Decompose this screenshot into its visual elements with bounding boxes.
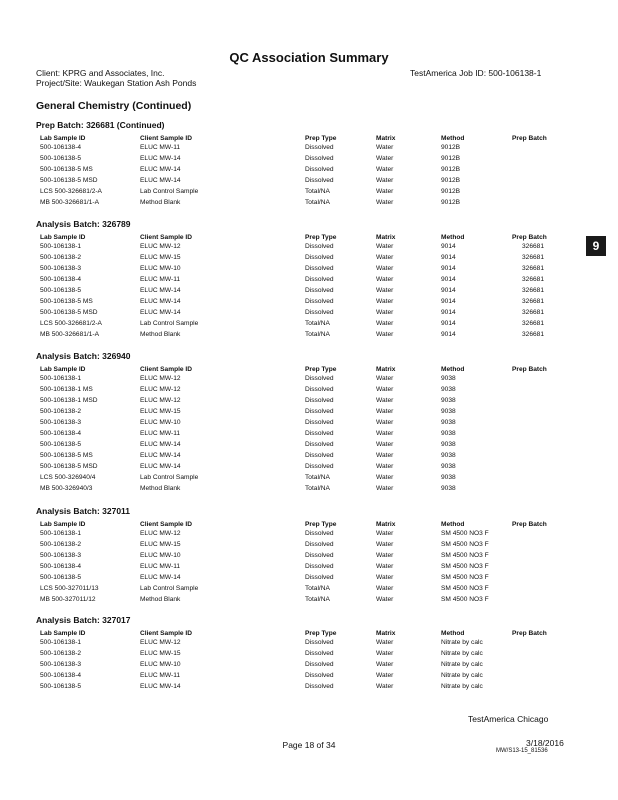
table-cell: MB 500-326681/1-A xyxy=(40,331,100,338)
table-cell: 9038 xyxy=(441,386,456,393)
table-cell: ELUC MW-12 xyxy=(140,397,181,404)
table-cell: Total/NA xyxy=(305,474,330,481)
table-cell: 326681 xyxy=(522,243,545,250)
table-cell: 326681 xyxy=(522,265,545,272)
table-cell: Water xyxy=(376,188,394,195)
column-header: Matrix xyxy=(376,630,396,637)
table-cell: 500-106138-5 xyxy=(40,287,82,294)
column-header: Method xyxy=(441,630,465,637)
table-row xyxy=(0,397,618,407)
table-cell: ELUC MW-11 xyxy=(140,144,181,151)
table-row xyxy=(0,650,618,660)
column-header: Lab Sample ID xyxy=(40,234,86,241)
table-cell: Dissolved xyxy=(305,397,334,404)
table-cell: 500-106138-1 xyxy=(40,375,82,382)
table-cell: ELUC MW-12 xyxy=(140,386,181,393)
table-cell: 500-106138-2 xyxy=(40,408,82,415)
table-cell: Dissolved xyxy=(305,144,334,151)
table-cell: ELUC MW-14 xyxy=(140,452,181,459)
table-cell: Water xyxy=(376,430,394,437)
footer-form-id: MW/S13-15_81536 xyxy=(496,748,548,754)
table-cell: SM 4500 NO3 F xyxy=(441,552,489,559)
table-cell: Water xyxy=(376,199,394,206)
table-row xyxy=(0,144,618,154)
table-cell: Water xyxy=(376,298,394,305)
table-cell: Lab Control Sample xyxy=(140,474,199,481)
table-cell: Water xyxy=(376,474,394,481)
table-cell: Dissolved xyxy=(305,541,334,548)
table-cell: 326681 xyxy=(522,331,545,338)
table-cell: Water xyxy=(376,144,394,151)
table-cell: 500-106138-5 MSD xyxy=(40,309,98,316)
table-cell: 326681 xyxy=(522,298,545,305)
table-cell: SM 4500 NO3 F xyxy=(441,574,489,581)
table-cell: Water xyxy=(376,397,394,404)
table-cell: ELUC MW-14 xyxy=(140,155,181,162)
table-cell: Water xyxy=(376,552,394,559)
table-cell: Water xyxy=(376,155,394,162)
table-cell: 9012B xyxy=(441,177,461,184)
section-tab-marker: 9 xyxy=(586,236,606,256)
table-row xyxy=(0,386,618,396)
table-cell: Dissolved xyxy=(305,177,334,184)
column-header: Lab Sample ID xyxy=(40,135,86,142)
table-cell: 9012B xyxy=(441,166,461,173)
table-cell: 9014 xyxy=(441,287,456,294)
table-cell: 500-106138-1 MSD xyxy=(40,397,98,404)
table-cell: ELUC MW-10 xyxy=(140,661,181,668)
table-cell: ELUC MW-14 xyxy=(140,683,181,690)
table-cell: Dissolved xyxy=(305,375,334,382)
column-header: Prep Type xyxy=(305,366,337,373)
column-header: Method xyxy=(441,135,465,142)
column-header: Client Sample ID xyxy=(140,630,193,637)
table-cell: Method Blank xyxy=(140,485,181,492)
column-header: Method xyxy=(441,234,465,241)
column-header: Prep Batch xyxy=(512,366,547,373)
table-cell: 500-106138-4 xyxy=(40,672,82,679)
table-cell: Water xyxy=(376,287,394,294)
table-row xyxy=(0,485,618,495)
table-cell: Water xyxy=(376,485,394,492)
table-cell: 9038 xyxy=(441,474,456,481)
column-header: Prep Type xyxy=(305,521,337,528)
table-cell: Lab Control Sample xyxy=(140,188,199,195)
table-cell: 500-106138-4 xyxy=(40,563,82,570)
table-cell: ELUC MW-15 xyxy=(140,254,181,261)
table-cell: Dissolved xyxy=(305,298,334,305)
table-cell: Dissolved xyxy=(305,408,334,415)
table-cell: 326681 xyxy=(522,287,545,294)
table-cell: Nitrate by calc xyxy=(441,650,483,657)
table-cell: Water xyxy=(376,375,394,382)
table-cell: 9014 xyxy=(441,320,456,327)
table-cell: Water xyxy=(376,661,394,668)
table-cell: 9038 xyxy=(441,463,456,470)
table-row xyxy=(0,596,618,606)
table-cell: ELUC MW-14 xyxy=(140,309,181,316)
table-row xyxy=(0,408,618,418)
table-cell: 9014 xyxy=(441,265,456,272)
table-cell: Dissolved xyxy=(305,650,334,657)
table-row xyxy=(0,541,618,551)
table-cell: 326681 xyxy=(522,309,545,316)
table-row xyxy=(0,155,618,165)
table-cell: Total/NA xyxy=(305,585,330,592)
table-cell: ELUC MW-15 xyxy=(140,650,181,657)
table-row xyxy=(0,661,618,671)
table-cell: 500-106138-3 xyxy=(40,265,82,272)
table-cell: Lab Control Sample xyxy=(140,320,199,327)
table-cell: 9012B xyxy=(441,144,461,151)
table-cell: 9038 xyxy=(441,452,456,459)
table-cell: 500-106138-2 xyxy=(40,650,82,657)
table-cell: Water xyxy=(376,452,394,459)
table-cell: Water xyxy=(376,386,394,393)
table-cell: 500-106138-5 xyxy=(40,441,82,448)
column-header: Lab Sample ID xyxy=(40,630,86,637)
batch-title: Analysis Batch: 327011 xyxy=(36,506,131,516)
table-cell: 500-106138-1 xyxy=(40,530,82,537)
table-row xyxy=(0,320,618,330)
table-cell: 9014 xyxy=(441,243,456,250)
table-cell: Total/NA xyxy=(305,485,330,492)
table-cell: 500-106138-5 MS xyxy=(40,298,93,305)
table-row xyxy=(0,452,618,462)
table-cell: ELUC MW-12 xyxy=(140,375,181,382)
table-cell: 500-106138-5 MSD xyxy=(40,463,98,470)
table-cell: ELUC MW-12 xyxy=(140,243,181,250)
table-cell: 326681 xyxy=(522,254,545,261)
table-row xyxy=(0,298,618,308)
table-row xyxy=(0,563,618,573)
table-cell: Water xyxy=(376,574,394,581)
table-cell: LCS 500-326681/2-A xyxy=(40,320,102,327)
table-cell: ELUC MW-11 xyxy=(140,672,181,679)
table-row xyxy=(0,287,618,297)
table-cell: Water xyxy=(376,441,394,448)
column-header: Prep Batch xyxy=(512,630,547,637)
table-cell: Total/NA xyxy=(305,188,330,195)
table-cell: 9014 xyxy=(441,309,456,316)
column-header: Prep Type xyxy=(305,234,337,241)
footer-date: 3/18/2016 xyxy=(526,738,564,748)
table-cell: Total/NA xyxy=(305,596,330,603)
table-cell: 500-106138-2 xyxy=(40,254,82,261)
batch-title: Analysis Batch: 326789 xyxy=(36,219,131,229)
table-row xyxy=(0,463,618,473)
table-cell: 9038 xyxy=(441,430,456,437)
column-header: Client Sample ID xyxy=(140,234,193,241)
table-cell: 500-106138-5 MSD xyxy=(40,177,98,184)
table-cell: Dissolved xyxy=(305,287,334,294)
table-cell: 500-106138-5 xyxy=(40,155,82,162)
table-cell: Water xyxy=(376,683,394,690)
table-cell: Dissolved xyxy=(305,463,334,470)
table-row xyxy=(0,254,618,264)
table-cell: Water xyxy=(376,596,394,603)
column-header: Matrix xyxy=(376,366,396,373)
footer-lab-name: TestAmerica Chicago xyxy=(468,714,549,724)
table-cell: Water xyxy=(376,408,394,415)
column-header: Matrix xyxy=(376,521,396,528)
table-cell: ELUC MW-14 xyxy=(140,177,181,184)
column-header: Prep Batch xyxy=(512,521,547,528)
table-cell: Dissolved xyxy=(305,430,334,437)
table-cell: 9038 xyxy=(441,397,456,404)
table-cell: MB 500-326681/1-A xyxy=(40,199,100,206)
table-row xyxy=(0,430,618,440)
table-cell: Water xyxy=(376,309,394,316)
table-cell: Dissolved xyxy=(305,265,334,272)
table-cell: Dissolved xyxy=(305,309,334,316)
table-cell: ELUC MW-14 xyxy=(140,298,181,305)
table-cell: MB 500-327011/12 xyxy=(40,596,96,603)
table-cell: Dissolved xyxy=(305,574,334,581)
table-row xyxy=(0,276,618,286)
table-cell: 9038 xyxy=(441,375,456,382)
table-cell: Water xyxy=(376,331,394,338)
table-cell: ELUC MW-14 xyxy=(140,287,181,294)
table-row xyxy=(0,574,618,584)
table-cell: LCS 500-327011/13 xyxy=(40,585,99,592)
table-cell: Water xyxy=(376,276,394,283)
table-cell: ELUC MW-14 xyxy=(140,574,181,581)
table-cell: Nitrate by calc xyxy=(441,672,483,679)
table-cell: ELUC MW-11 xyxy=(140,276,181,283)
table-row xyxy=(0,243,618,253)
table-cell: SM 4500 NO3 F xyxy=(441,563,489,570)
table-cell: ELUC MW-14 xyxy=(140,463,181,470)
table-cell: ELUC MW-12 xyxy=(140,639,181,646)
table-cell: Water xyxy=(376,166,394,173)
column-header: Client Sample ID xyxy=(140,521,193,528)
table-cell: Water xyxy=(376,563,394,570)
table-row xyxy=(0,639,618,649)
table-row xyxy=(0,441,618,451)
table-row xyxy=(0,331,618,341)
column-header: Prep Batch xyxy=(512,135,547,142)
table-cell: Nitrate by calc xyxy=(441,683,483,690)
column-header: Matrix xyxy=(376,135,396,142)
table-cell: LCS 500-326940/4 xyxy=(40,474,96,481)
table-cell: Dissolved xyxy=(305,386,334,393)
table-row xyxy=(0,177,618,187)
table-cell: Lab Control Sample xyxy=(140,585,199,592)
table-cell: Water xyxy=(376,585,394,592)
table-cell: 500-106138-4 xyxy=(40,276,82,283)
table-row xyxy=(0,188,618,198)
column-header: Method xyxy=(441,521,465,528)
table-row xyxy=(0,552,618,562)
table-cell: Dissolved xyxy=(305,563,334,570)
column-header: Client Sample ID xyxy=(140,366,193,373)
table-cell: 9038 xyxy=(441,441,456,448)
table-cell: Dissolved xyxy=(305,672,334,679)
table-cell: Dissolved xyxy=(305,276,334,283)
table-cell: 9038 xyxy=(441,408,456,415)
column-header: Method xyxy=(441,366,465,373)
table-cell: Method Blank xyxy=(140,331,181,338)
table-cell: SM 4500 NO3 F xyxy=(441,585,489,592)
table-cell: 9014 xyxy=(441,254,456,261)
table-cell: Dissolved xyxy=(305,661,334,668)
table-cell: 9038 xyxy=(441,419,456,426)
batch-title: Analysis Batch: 326940 xyxy=(36,351,131,361)
table-cell: Nitrate by calc xyxy=(441,639,483,646)
table-cell: Water xyxy=(376,254,394,261)
table-cell: Water xyxy=(376,672,394,679)
table-row xyxy=(0,375,618,385)
table-cell: 500-106138-5 MS xyxy=(40,452,93,459)
table-cell: Dissolved xyxy=(305,166,334,173)
footer-page-number: Page 18 of 34 xyxy=(282,740,336,750)
table-cell: 9014 xyxy=(441,276,456,283)
table-cell: Method Blank xyxy=(140,596,181,603)
table-cell: Water xyxy=(376,243,394,250)
table-cell: Water xyxy=(376,265,394,272)
table-row xyxy=(0,419,618,429)
table-cell: Total/NA xyxy=(305,320,330,327)
table-cell: MB 500-326940/3 xyxy=(40,485,93,492)
table-cell: Nitrate by calc xyxy=(441,661,483,668)
table-cell: 500-106138-5 xyxy=(40,574,82,581)
table-cell: 500-106138-2 xyxy=(40,541,82,548)
table-row xyxy=(0,309,618,319)
job-id: TestAmerica Job ID: 500-106138-1 xyxy=(410,68,542,78)
table-row xyxy=(0,166,618,176)
table-cell: 9014 xyxy=(441,298,456,305)
table-cell: Dissolved xyxy=(305,155,334,162)
table-cell: SM 4500 NO3 F xyxy=(441,596,489,603)
table-row xyxy=(0,585,618,595)
table-cell: ELUC MW-15 xyxy=(140,541,181,548)
column-header: Prep Batch xyxy=(512,234,547,241)
table-cell: Dissolved xyxy=(305,419,334,426)
table-cell: Water xyxy=(376,530,394,537)
table-row xyxy=(0,672,618,682)
table-cell: SM 4500 NO3 F xyxy=(441,530,489,537)
client-name: Client: KPRG and Associates, Inc. xyxy=(36,68,165,78)
table-cell: Water xyxy=(376,419,394,426)
column-header: Lab Sample ID xyxy=(40,521,86,528)
column-header: Matrix xyxy=(376,234,396,241)
column-header: Lab Sample ID xyxy=(40,366,86,373)
table-cell: ELUC MW-12 xyxy=(140,530,181,537)
table-cell: Water xyxy=(376,463,394,470)
table-row xyxy=(0,530,618,540)
table-cell: 9012B xyxy=(441,155,461,162)
table-cell: 500-106138-4 xyxy=(40,144,82,151)
table-cell: Water xyxy=(376,541,394,548)
table-cell: 326681 xyxy=(522,320,545,327)
table-cell: 500-106138-3 xyxy=(40,419,82,426)
table-cell: 9038 xyxy=(441,485,456,492)
table-cell: Dissolved xyxy=(305,639,334,646)
table-cell: Water xyxy=(376,177,394,184)
table-cell: Total/NA xyxy=(305,199,330,206)
table-cell: ELUC MW-14 xyxy=(140,441,181,448)
table-cell: Dissolved xyxy=(305,683,334,690)
table-cell: 500-106138-1 xyxy=(40,639,82,646)
table-cell: 9012B xyxy=(441,199,461,206)
table-cell: 9014 xyxy=(441,331,456,338)
table-cell: 500-106138-1 MS xyxy=(40,386,93,393)
table-cell: Dissolved xyxy=(305,254,334,261)
table-cell: SM 4500 NO3 F xyxy=(441,541,489,548)
table-cell: ELUC MW-15 xyxy=(140,408,181,415)
table-cell: ELUC MW-11 xyxy=(140,563,181,570)
table-cell: Dissolved xyxy=(305,243,334,250)
table-cell: LCS 500-326681/2-A xyxy=(40,188,102,195)
table-row xyxy=(0,683,618,693)
column-header: Prep Type xyxy=(305,135,337,142)
table-cell: Dissolved xyxy=(305,552,334,559)
table-cell: Total/NA xyxy=(305,331,330,338)
table-cell: Water xyxy=(376,639,394,646)
table-cell: 500-106138-5 MS xyxy=(40,166,93,173)
table-cell: ELUC MW-14 xyxy=(140,166,181,173)
table-row xyxy=(0,199,618,209)
table-cell: Dissolved xyxy=(305,530,334,537)
project-site: Project/Site: Waukegan Station Ash Ponds xyxy=(36,78,197,88)
table-cell: 326681 xyxy=(522,276,545,283)
table-cell: ELUC MW-10 xyxy=(140,265,181,272)
table-cell: 9012B xyxy=(441,188,461,195)
table-cell: Water xyxy=(376,320,394,327)
table-cell: Water xyxy=(376,650,394,657)
page-title: QC Association Summary xyxy=(229,50,389,65)
table-cell: Method Blank xyxy=(140,199,181,206)
table-cell: ELUC MW-10 xyxy=(140,552,181,559)
table-cell: ELUC MW-11 xyxy=(140,430,181,437)
table-row xyxy=(0,474,618,484)
section-title: General Chemistry (Continued) xyxy=(36,100,192,112)
table-cell: 500-106138-1 xyxy=(40,243,82,250)
table-cell: 500-106138-3 xyxy=(40,552,82,559)
table-cell: 500-106138-3 xyxy=(40,661,82,668)
table-cell: ELUC MW-10 xyxy=(140,419,181,426)
batch-title: Prep Batch: 326681 (Continued) xyxy=(36,120,165,130)
column-header: Client Sample ID xyxy=(140,135,193,142)
table-cell: Dissolved xyxy=(305,441,334,448)
table-cell: Dissolved xyxy=(305,452,334,459)
batch-title: Analysis Batch: 327017 xyxy=(36,615,131,625)
table-cell: 500-106138-5 xyxy=(40,683,82,690)
column-header: Prep Type xyxy=(305,630,337,637)
table-row xyxy=(0,265,618,275)
table-cell: 500-106138-4 xyxy=(40,430,82,437)
